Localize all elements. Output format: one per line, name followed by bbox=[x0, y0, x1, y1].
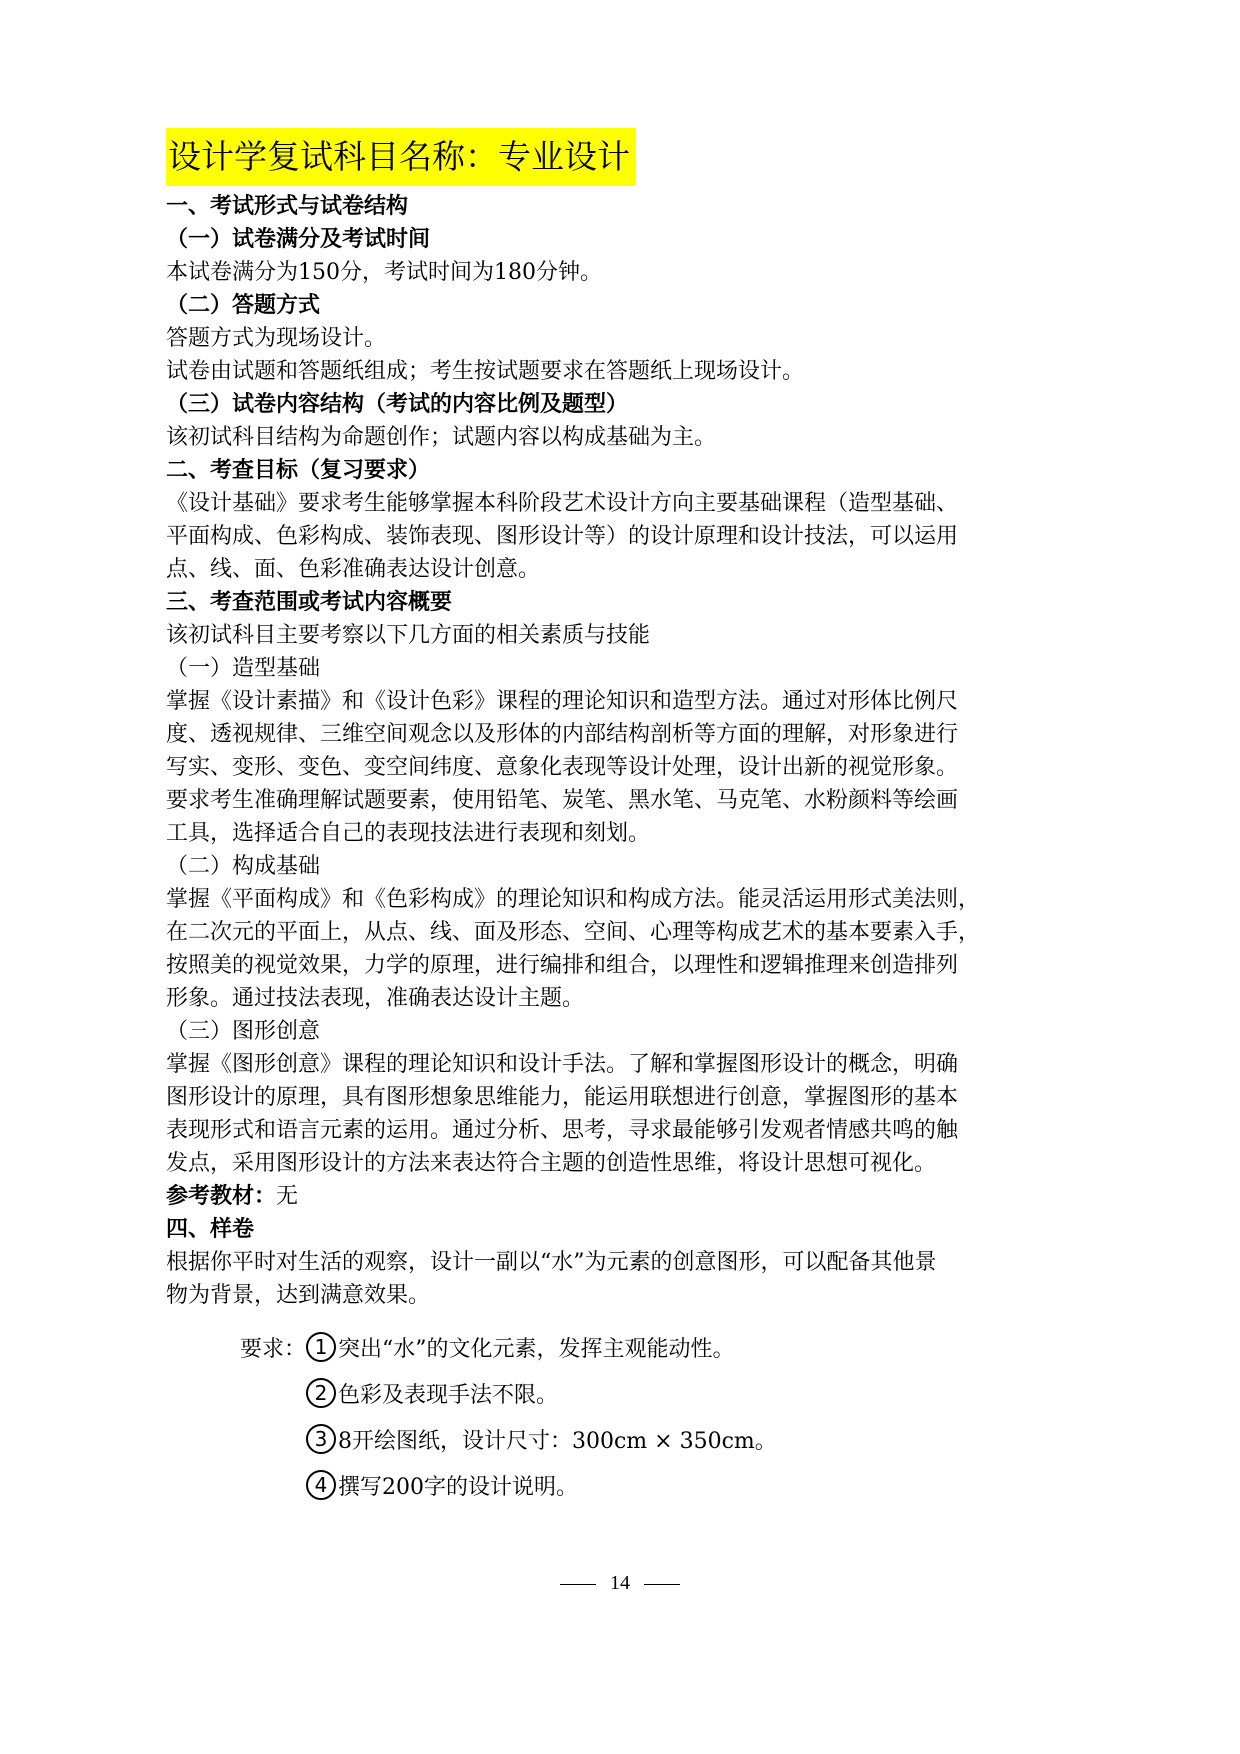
text-line: 图形设计的原理，具有图形想象思维能力，能运用联想进行创意，掌握图形的基本 bbox=[166, 1085, 959, 1110]
requirement-item bbox=[166, 1462, 1086, 1508]
requirement-text: 色彩及表现手法不限。 bbox=[338, 1382, 559, 1408]
document-body bbox=[166, 128, 1086, 1508]
requirement-text: 8开绘图纸，设计尺寸：300cm × 350cm。 bbox=[338, 1428, 777, 1454]
document-title: 设计学复试科目名称：专业设计 bbox=[166, 128, 636, 186]
section-heading: 三、考查范围或考试内容概要 bbox=[166, 589, 453, 615]
footer-dash-left bbox=[560, 1584, 596, 1585]
reference-value: 无 bbox=[276, 1184, 299, 1209]
requirements-label: 要求： bbox=[239, 1336, 306, 1362]
reference-label: 参考教材： bbox=[166, 1183, 277, 1209]
section-heading: （一）试卷满分及考试时间 bbox=[166, 226, 431, 252]
circled-number-2: 2 bbox=[306, 1378, 336, 1408]
text-line: 掌握《设计素描》和《设计色彩》课程的理论知识和造型方法。通过对形体比例尺 bbox=[166, 689, 959, 714]
text-line: 度、透视规律、三维空间观念以及形体的内部结构剖析等方面的理解，对形象进行 bbox=[166, 722, 959, 747]
section-heading: （二）答题方式 bbox=[166, 292, 321, 318]
section-4-heading: 四、样卷 bbox=[166, 1216, 255, 1242]
section-heading: 一、考试形式与试卷结构 bbox=[166, 193, 409, 219]
requirement-text: 突出“水”的文化元素，发挥主观能动性。 bbox=[338, 1336, 735, 1362]
requirement-item bbox=[166, 1416, 1086, 1462]
text-line: 工具，选择适合自己的表现技法进行表现和刻划。 bbox=[166, 821, 651, 846]
sample-line-2: 物为背景，达到满意效果。 bbox=[166, 1283, 431, 1308]
reference-line bbox=[166, 1180, 1086, 1213]
circled-number-1: 1 bbox=[306, 1332, 336, 1362]
requirement-text: 撰写200字的设计说明。 bbox=[338, 1474, 578, 1500]
footer-dash-right bbox=[644, 1584, 680, 1585]
text-line: 试卷由试题和答题纸组成；考生按试题要求在答题纸上现场设计。 bbox=[166, 359, 805, 384]
circled-number-3: 3 bbox=[306, 1424, 336, 1454]
text-line: 该初试科目主要考察以下几方面的相关素质与技能 bbox=[166, 623, 651, 648]
text-line: 掌握《平面构成》和《色彩构成》的理论知识和构成方法。能灵活运用形式美法则， bbox=[166, 887, 981, 912]
page-number: 14 bbox=[610, 1572, 630, 1594]
requirements-list bbox=[166, 1324, 1086, 1508]
text-line: 按照美的视觉效果，力学的原理，进行编排和组合，以理性和逻辑推理来创造排列 bbox=[166, 953, 959, 978]
text-line: 答题方式为现场设计。 bbox=[166, 326, 387, 351]
text-line: 《设计基础》要求考生能够掌握本科阶段艺术设计方向主要基础课程（造型基础、 bbox=[166, 491, 959, 516]
text-line: 在二次元的平面上，从点、线、面及形态、空间、心理等构成艺术的基本要素入手， bbox=[166, 920, 981, 945]
text-line: （三）图形创意 bbox=[166, 1019, 321, 1044]
section-heading: （三）试卷内容结构（考试的内容比例及题型） bbox=[166, 391, 629, 417]
text-line: 平面构成、色彩构成、装饰表现、图形设计等）的设计原理和设计技法，可以运用 bbox=[166, 524, 959, 549]
text-line: 该初试科目结构为命题创作；试题内容以构成基础为主。 bbox=[166, 425, 717, 450]
text-line: （一）造型基础 bbox=[166, 656, 321, 681]
text-line: 写实、变形、变色、变空间纬度、意象化表现等设计处理，设计出新的视觉形象。 bbox=[166, 755, 959, 780]
text-line: 表现形式和语言元素的运用。通过分析、思考，寻求最能够引发观者情感共鸣的触 bbox=[166, 1118, 959, 1143]
text-line: （二）构成基础 bbox=[166, 854, 321, 879]
text-line: 形象。通过技法表现，准确表达设计主题。 bbox=[166, 986, 585, 1011]
requirement-item bbox=[166, 1370, 1086, 1416]
document-lines bbox=[166, 190, 1086, 1180]
text-line: 要求考生准确理解试题要素，使用铅笔、炭笔、黑水笔、马克笔、水粉颜料等绘画 bbox=[166, 788, 959, 813]
circled-number-4: 4 bbox=[306, 1470, 336, 1500]
text-line: 发点，采用图形设计的方法来表达符合主题的创造性思维，将设计思想可视化。 bbox=[166, 1151, 937, 1176]
text-line: 本试卷满分为150分，考试时间为180分钟。 bbox=[166, 260, 602, 285]
requirement-item bbox=[166, 1324, 1086, 1370]
text-line: 点、线、面、色彩准确表达设计创意。 bbox=[166, 557, 541, 582]
sample-line-1: 根据你平时对生活的观察，设计一副以“水”为元素的创意图形，可以配备其他景 bbox=[166, 1250, 937, 1275]
section-heading: 二、考查目标（复习要求） bbox=[166, 457, 431, 483]
page-footer bbox=[0, 1572, 1240, 1595]
text-line: 掌握《图形创意》课程的理论知识和设计手法。了解和掌握图形设计的概念，明确 bbox=[166, 1052, 959, 1077]
